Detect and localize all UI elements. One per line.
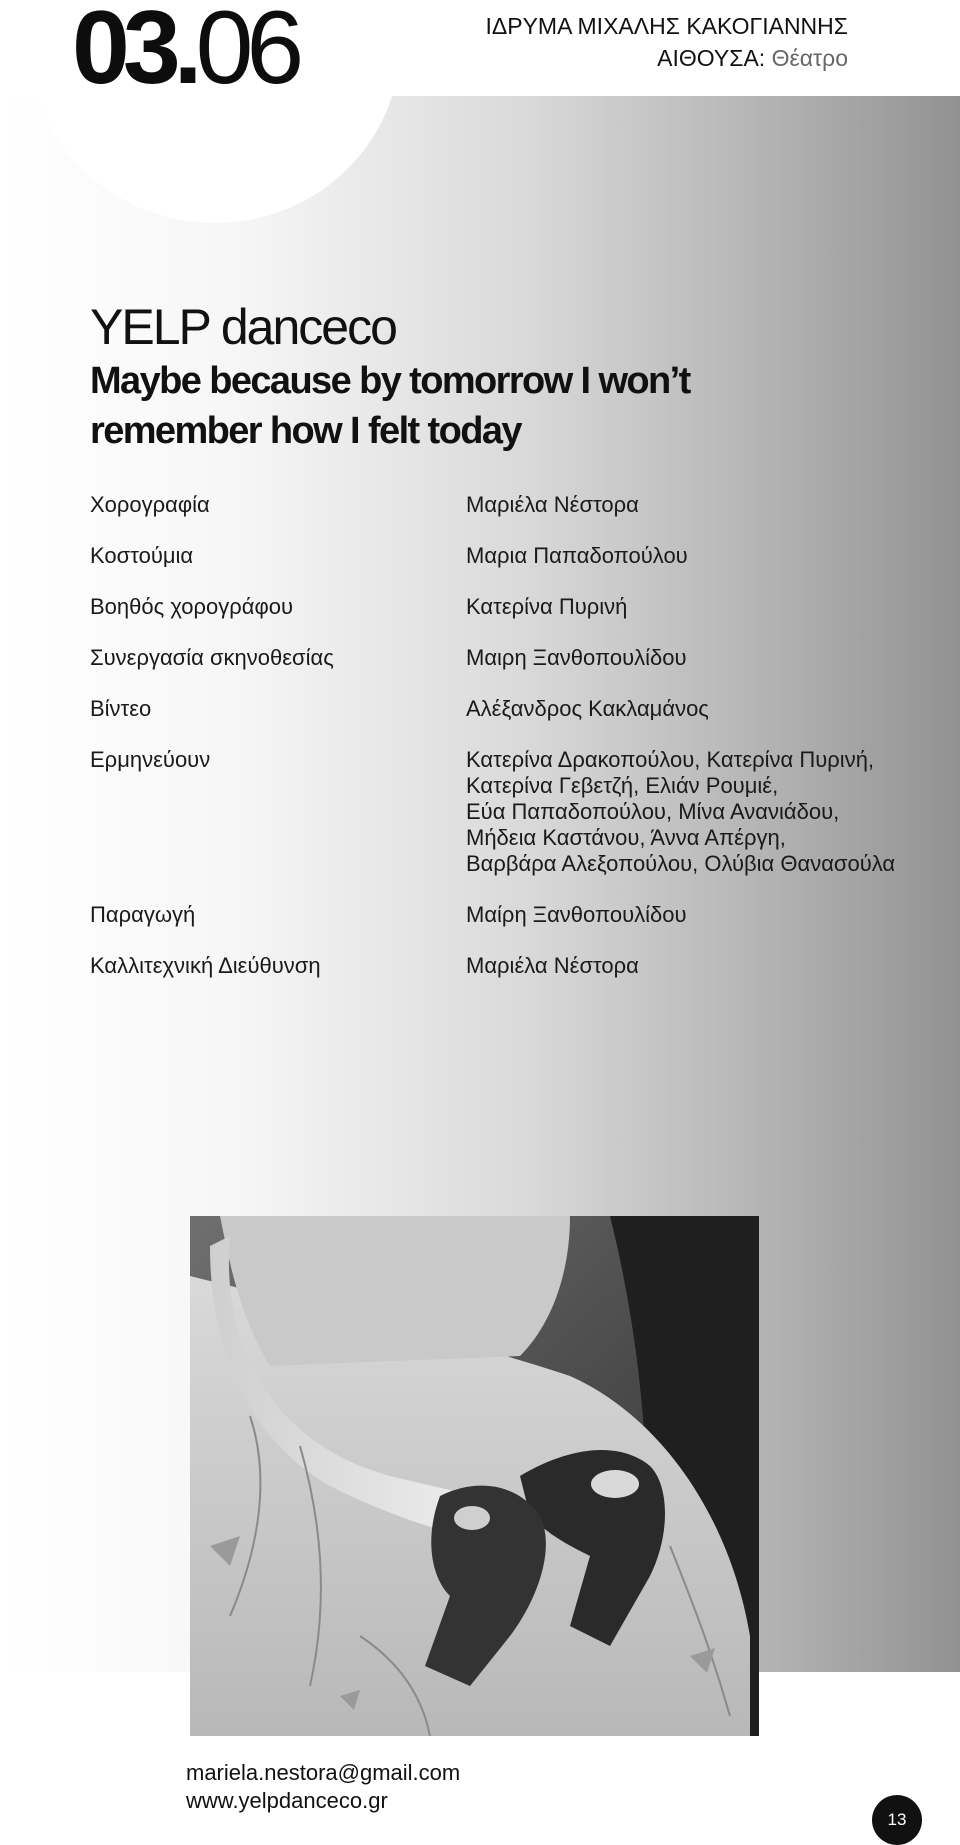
venue-name: ΙΔΡΥΜΑ ΜΙΧΑΛΗΣ ΚΑΚΟΓΙΑΝΝΗΣ [485,13,848,39]
credit-name: Μαριέλα Νέστορα [466,492,639,517]
hall-line [485,42,848,74]
credit-row [90,902,940,953]
credit-name: Μαιρη Ξανθοπουλίδου [466,645,687,670]
work-title: Maybe because by tomorrow I won’t remember how I felt today [90,360,690,452]
event-date [72,0,298,106]
credit-role: Ερμηνεύουν [90,747,211,772]
hall-label: ΑΙΘΟΥΣΑ: [657,45,766,71]
performance-photo [190,1216,759,1736]
credit-role: Βοηθός χορογράφου [90,594,294,619]
performers-list [466,747,940,902]
performers-line: Βαρβάρα Αλεξοπούλου, Ολύβια Θανασούλα [466,851,896,876]
credit-row [90,594,940,645]
credit-row [90,645,940,696]
credit-role: Καλλιτεχνική Διεύθυνση [90,953,321,978]
contact-block [186,1759,460,1815]
performers-line: Εύα Παπαδοπούλου, Μίνα Ανανιάδου, [466,799,840,824]
credit-row [90,543,940,594]
credit-role: Κοστούμια [90,543,194,568]
credit-row-performers [90,747,940,902]
hall-value: Θέατρο [771,45,848,71]
contact-email[interactable]: mariela.nestora@gmail.com [186,1760,461,1785]
credits-table [90,492,940,1004]
performers-line: Μήδεια Καστάνου, Άννα Απέργη, [466,825,786,850]
venue-info [485,10,848,74]
credit-name: Μαριέλα Νέστορα [466,953,639,978]
credit-row [90,492,940,543]
date-month: 06 [195,0,298,106]
credit-role: Παραγωγή [90,902,196,927]
performers-line: Κατερίνα Δρακοπούλου, Κατερίνα Πυρινή, [466,747,875,772]
credit-name: Αλέξανδρος Κακλαμάνος [466,696,709,721]
performers-line: Κατερίνα Γεβετζή, Ελιάν Ρουμιέ, [466,773,779,798]
credit-role: Συνεργασία σκηνοθεσίας [90,645,334,670]
company-name: YELP danceco [90,299,396,355]
credit-name: Μαίρη Ξανθοπουλίδου [466,902,687,927]
photo-illustration [190,1216,759,1736]
credit-row [90,696,940,747]
credit-name: Μαρια Παπαδοπούλου [466,543,688,568]
date-day: 03. [72,0,196,106]
credit-role: Χορογραφία [90,492,210,517]
credit-row [90,953,940,1004]
page-number-badge: 13 [872,1795,922,1845]
credit-role: Βίντεο [90,696,152,721]
contact-website[interactable]: www.yelpdanceco.gr [186,1788,388,1813]
credit-name: Κατερίνα Πυρινή [466,594,628,619]
